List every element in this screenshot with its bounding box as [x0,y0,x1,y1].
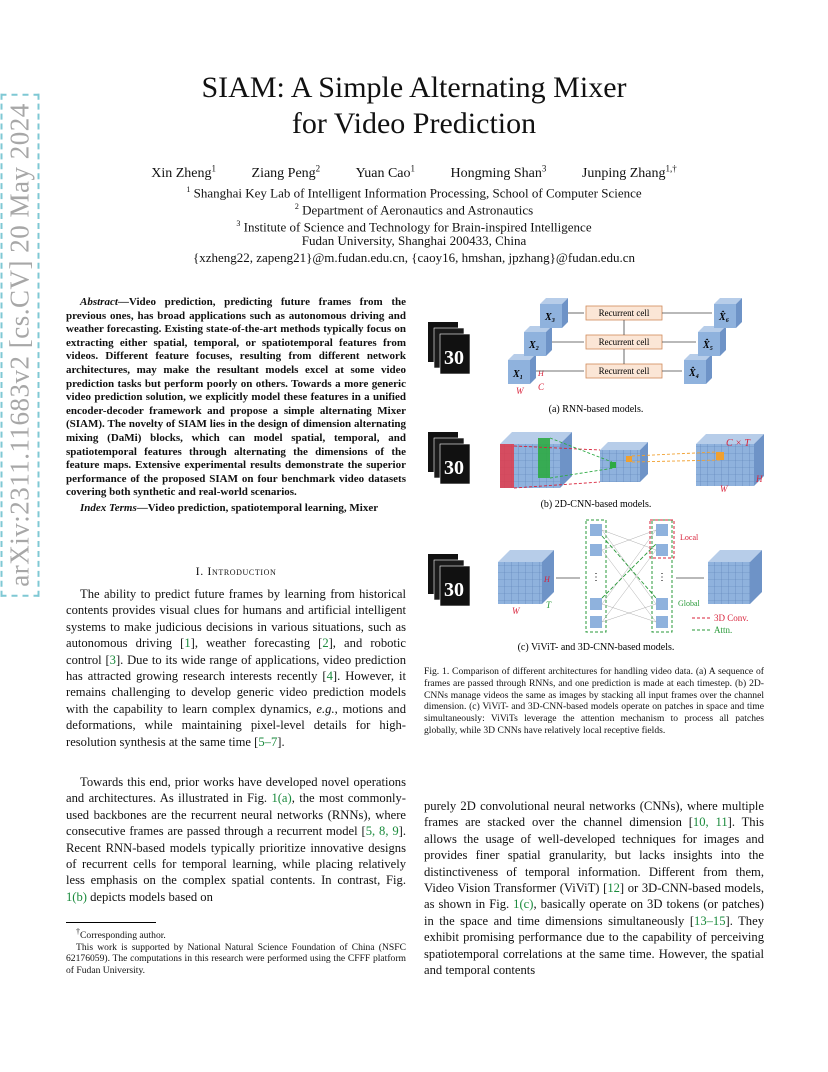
affiliation-university: Fudan University, Shanghai 200433, China [301,233,527,248]
recurrent-cell [586,364,662,378]
panel-b-2dcnn [428,432,764,510]
abstract [66,296,406,516]
svg-text:X₁: X₁ [513,369,524,380]
feature-block [600,442,648,482]
svg-text:T: T [546,600,552,610]
svg-text:⋮: ⋮ [591,572,601,583]
recurrent-cell [586,306,662,320]
cube-x2 [524,326,552,356]
citation-link[interactable]: 1 [184,636,191,651]
abstract-label: Abstract [80,296,118,308]
svg-text:W: W [720,484,728,494]
svg-text:H: H [538,369,544,378]
svg-text:⋮: ⋮ [657,572,667,583]
section-heading: I. Introduction [195,564,277,578]
svg-text:C: C [538,382,545,392]
svg-text:Recurrent cell: Recurrent cell [598,366,650,376]
cube-x3 [540,298,568,328]
author: Yuan Cao$^1$ [355,163,415,181]
input-frames [428,432,470,484]
citation-link[interactable]: 5–7 [258,734,278,749]
panel-a-rnn [428,298,742,415]
citation-link[interactable]: 4 [326,669,333,684]
citation-link[interactable]: 13–15 [694,913,726,928]
index-terms-label: Index Terms [80,501,137,514]
svg-text:Attn.: Attn. [714,625,733,635]
affiliation-3: $^3$ Institute of Science and Technology for Brain-inspired Intelligence [236,219,592,235]
svg-text:H: H [756,474,763,484]
svg-text:W: W [516,386,524,396]
citation-link[interactable]: 10, 11 [692,815,728,830]
figure-caption: Fig. 1. Comparison of different architectures for handling video data. (a) A sequence of frames are passed through RNNs, and one prediction is made at each timestep. (b) 2D-CNNs manage videos the same as images by stacking all input frames over the channel dimension. (c) ViViT- and 3D-CNN-based models operate on patches in space and time simultaneously: ViViTs leverage the attention mechanism to process all patches globally, while 3D CNNs have relatively local receptive fields. [424,666,764,736]
citation-link[interactable]: 3 [109,652,116,667]
author: Xin Zheng$^1$ [151,163,217,181]
attention-lines [602,530,656,622]
figure-link[interactable]: 1(c) [513,897,534,912]
figure-link[interactable]: 1(b) [66,889,87,904]
author: Hongming Shan$^3$ [450,163,547,181]
intro-paragraph-1: The ability to predict future frames by learning from historical contents provides visual clues for humans and artificial intelligent systems to make judicious decisions in various situations, such as autonomous driving [1], weather forecasting [2], and robotic control [3]. Due to its wide range of applications, video prediction has attracted growing research interests recently [4]. However, it remains challenging to develop generic video prediction models with the capability to learn complex dynamics, e.g., motions and deformations, while maintaining pixel-level details for high-resolution synthesis at the same time [5–7]. [66,587,407,749]
svg-text:X₃: X₃ [545,312,556,323]
input-frames [428,322,470,374]
author: Ziang Peng$^2$ [251,163,321,181]
stacked-frames-block [500,432,572,488]
cube-xhat6 [714,298,742,328]
cube-xhat4 [684,354,712,384]
affiliation-2: $^2$ Department of Aeronautics and Astronautics [294,202,534,218]
intro-paragraph-3: purely 2D convolutional neural networks (CNNs), where multiple frames are stacked over the channel dimension [10, 11]. This allows the usage of well-developed techniques for images and provides finer spatial granularity, but lacks insights into the distinctiveness of temporal information. Different from them, Video Vision Transformer (ViViT) [12] or 3D-CNN-based models, as shown in Fig. 1(c), basically operate on 3D tokens (or patches) in the space and time dimensions simultaneously [13–15]. They exhibit promising performance due to the capability of perceiving spatiotemporal correlations at the same time. However, the spatial and temporal contents [424,799,765,978]
input-frames [428,554,470,606]
token-cube-output [708,550,762,604]
figure-1 [420,292,772,662]
author-list [0,163,828,182]
svg-text:X̂₆: X̂₆ [719,312,730,323]
svg-text:X̂₄: X̂₄ [689,368,700,379]
svg-text:X₂: X₂ [529,340,540,351]
author: Junping Zhang$^{1,\dagger}$ [581,163,677,181]
svg-text:Recurrent cell: Recurrent cell [598,308,650,318]
abstract-text: —Video prediction, predicting future frames from the previous ones, has broad applications such as autonomous driving and weather forecasting. Existing state-of-the-art methods typically focus on extracting either spatial, temporal, or spatiotemporal features from videos. Different feature focuses, resulting from different network architectures, may make the resultant models excel at some video prediction tasks but perform poorly on others. Towards a more generic video prediction solution, we explicitly model these features in a unified encoder-decoder framework and propose a simple alternating Mixer (SIAM). The novelty of SIAM lies in the design of dimension alternating mixing (DaMi) blocks, which can model spatial, temporal, and spatiotemporal features through alternating the dimensions of the feature maps. Extensive experimental results demonstrate the superior performance of the proposed SIAM on four benchmark video datasets covering both synthetic and real-world scenarios. [66,296,406,499]
affiliation-emails: {xzheng22, zapeng21}@m.fudan.edu.cn, {caoy16, hmshan, jpzhang}@fudan.edu.cn [192,250,636,265]
svg-text:Global: Global [678,599,700,608]
svg-text:C × T: C × T [726,438,750,449]
legend [692,613,748,635]
token-column-out [650,520,674,632]
cube-xhat5 [698,326,726,356]
arxiv-stamp[interactable]: arXiv:2311.11683v2 [cs.CV] 20 May 2024 [1,93,40,596]
citation-link[interactable]: 12 [607,881,620,896]
subcaption-c: (c) ViViT- and 3D-CNN-based models. [517,642,675,653]
svg-text:H: H [544,575,550,584]
digit-glyph: 30 [444,347,464,369]
index-terms-text: —Video prediction, spatiotemporal learning, Mixer [136,501,379,514]
title-line-1: SIAM: A Simple Alternating Mixer [201,71,627,104]
recurrent-cell [586,335,662,349]
cube-x1 [508,354,536,384]
footnotes: †Corresponding author. This work is supported by National Natural Science Foundation of China (NSFC 62176059). The computations in this research were performed using the CFFF platform of Fudan University. [66,927,406,976]
figure-link[interactable]: 1(a) [271,791,292,806]
panel-c-vivit [428,520,762,653]
affiliation-1: $^1$ Shanghai Key Lab of Intelligent Information Processing, School of Computer Science [186,185,642,201]
svg-text:3D Conv.: 3D Conv. [714,613,749,623]
svg-text:X̂₅: X̂₅ [703,340,714,351]
citation-link[interactable]: 5, 8, 9 [365,824,399,839]
subcaption-b: (b) 2D-CNN-based models. [540,499,652,510]
title-line-2: for Video Prediction [291,107,537,140]
subcaption-a: (a) RNN-based models. [548,404,644,415]
svg-text:30: 30 [444,457,464,479]
svg-text:Local: Local [680,533,699,542]
citation-link[interactable]: 2 [322,636,329,651]
paper-title [0,70,828,142]
svg-text:30: 30 [444,579,464,601]
svg-text:W: W [512,606,520,616]
footnote-rule [66,922,156,923]
svg-text:Recurrent cell: Recurrent cell [598,337,650,347]
intro-paragraph-2: Towards this end, prior works have developed novel operations and architectures. As illustrated in Fig. 1(a), the most commonly-used backbones are the recurrent neural networks (RNNs), where consecutive frames are passed through a recurrent model [5, 8, 9]. Recent RNN-based models typically prioritize innovative designs of recurrent cells for temporal learning, while placing relatively less emphasis on the complex spatial contents. In contrast, Fig. 1(b) depicts models based on [66,775,407,904]
